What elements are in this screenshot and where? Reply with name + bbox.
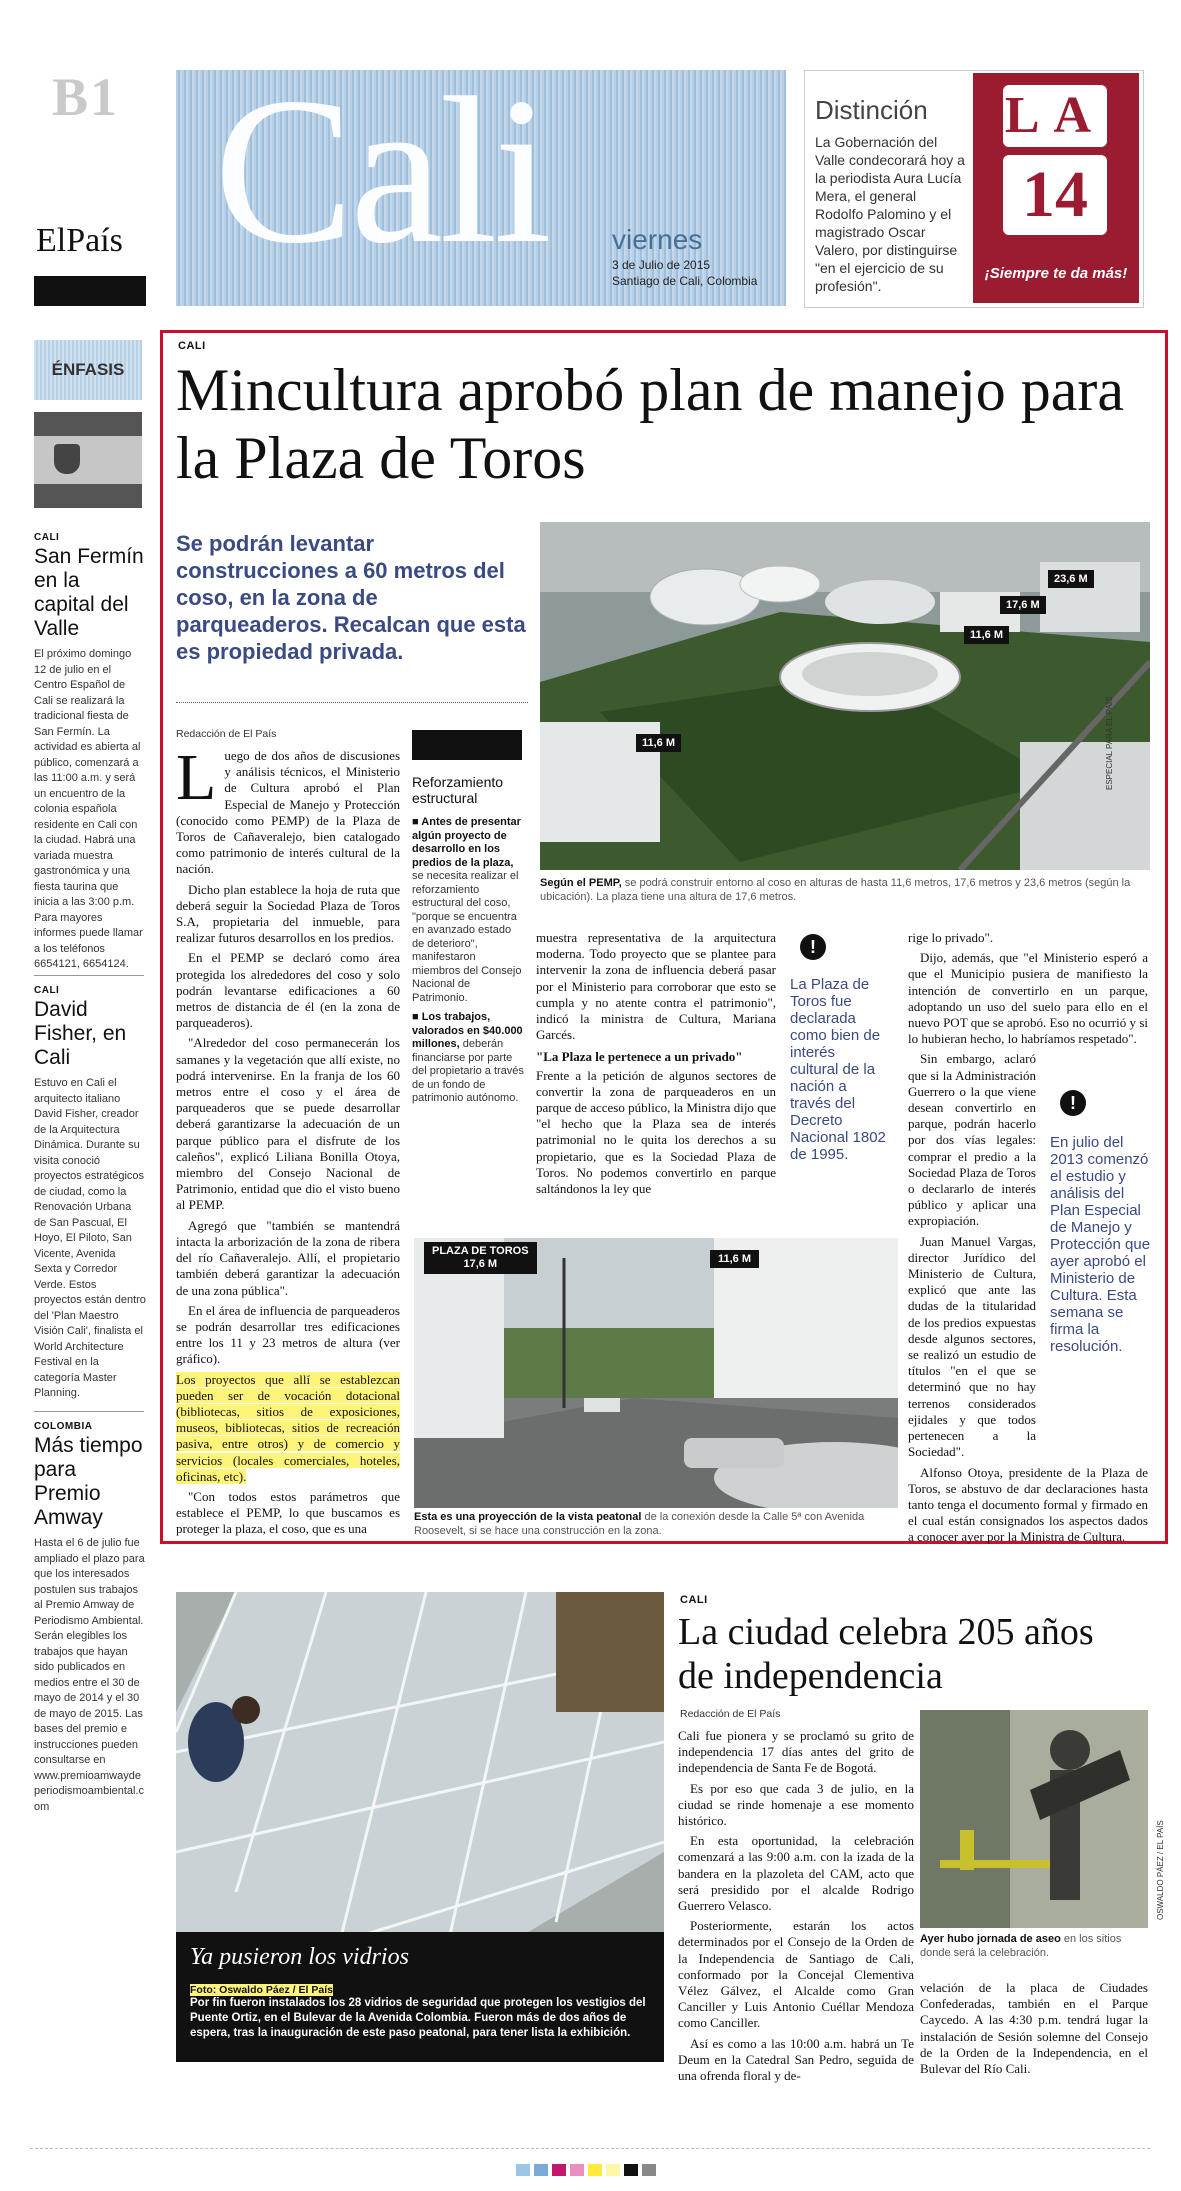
infobox-bullet-lead: ■ Los trabajos, valorados en $40.000 millones, xyxy=(412,1011,523,1050)
flag-stripe-bottom xyxy=(34,484,142,508)
bottom-rule xyxy=(30,2148,1150,2150)
aerial-render-image xyxy=(540,522,1150,870)
second-column-2 xyxy=(920,1980,1148,2081)
sidebar-text: El próximo domingo 12 de julio en el Centro Español de Cali se realizará la tradicional fiesta de San Fermín. La actividad es abierta al público, comenzará a las 11:00 a.m. y será un encuentro de la colonia española residente en Cali con la ciudad. Habrá una variada muestra gastronómica y una fiesta taurina que inicia a las 3:00 p.m. Para mayores informes puede llamar a los teléfonos 6654121, 6654124. xyxy=(34,648,143,970)
lead-paragraph: "Con todos estos parámetros que establece el PEMP, lo que buscamos es proteger la plaza, el coso, que es una xyxy=(176,1488,400,1537)
lead-paragraph: Juan Manuel Vargas, director Jurídico del Ministerio de Cultura, explicó que ante las dudas de la titularidad de los predios expuestas desde algunos sectores, se realizó un estudio de títulos "en el que se determinó que no hay terrenos considerados ejidales y que todos pertenecen a la Sociedad". xyxy=(908,1233,1036,1460)
lead-paragraph: En el área de influencia de parqueaderos se podrán desarrollar tres edificaciones entre los 11 y 23 metros de altura (ver gráfico). xyxy=(176,1302,400,1367)
subhead: "La Plaza le pertenece a un privado" xyxy=(536,1049,743,1065)
flag-stripe-top xyxy=(34,412,142,436)
sidebar-text: Hasta el 6 de julio fue ampliado el plazo para que los interesados postulen sus trabajos al Premio Amway de Periodismo Ambiental. Serán elegibles los trabajos que hayan sido publicados en medios entre el 30 de mayo de 2014 y el 30 de mayo de 2015. Las bases del premio e instrucciones pueden consultarse en www.premioamwaydeperiodismoambiental.com xyxy=(34,1537,145,1813)
weekday: viernes xyxy=(612,224,703,255)
street-view-caption xyxy=(414,1510,894,1538)
promo-title: Distinción xyxy=(815,95,928,125)
la14-logo-number-box xyxy=(1003,155,1107,235)
lead-column-3 xyxy=(536,930,776,1201)
spain-flag xyxy=(34,412,142,508)
lead-kicker: CALI xyxy=(178,340,206,352)
sidebar-title: San Fermín en la capital del Valle xyxy=(34,545,144,640)
infobox-title: Reforzamiento estructural xyxy=(412,774,504,806)
city-title: Cali xyxy=(214,55,548,287)
lead-paragraph: muestra representativa de la arquitectura moderna. Todo proyecto que se plantee para intervenir la zona de influencia deberá pasar por el Ministerio para corroborar que esto se cumpla y no atente contra el patrimonio", indicó la ministra de Cultura, Mariana Garcés. xyxy=(536,930,776,1043)
cleanup-photo xyxy=(920,1710,1148,1928)
enfasis-box xyxy=(34,340,142,400)
reg-swatch xyxy=(606,2164,620,2176)
street-label-plaza-name: PLAZA DE TOROS xyxy=(432,1245,529,1257)
sidebar-kicker: CALI xyxy=(34,532,60,543)
dropcap: L xyxy=(176,741,217,814)
la14-logo-letters: LA xyxy=(1004,87,1106,144)
second-headline: La ciudad celebra 205 años de independencia xyxy=(678,1611,1094,1697)
infobox-black-bar xyxy=(412,730,522,760)
second-paragraph: Así es como a las 10:00 a.m. habrá un Te Deum en la Catedral San Pedro, seguida de una ofrenda floral y de- xyxy=(678,2035,914,2084)
lead-deck: Se podrán levantar construcciones a 60 metros del coso, en la zona de parqueaderos. Recalcan que esta es propiedad privada. xyxy=(176,531,526,664)
lead-paragraph: Agregó que "también se mantendrá intacta la arborización de la zona de ribera del río Cañaveralejo. Allí, el propietario también deberá garantizar la adecuación de una zona pública". xyxy=(176,1217,400,1298)
sidebar-divider xyxy=(34,1411,144,1412)
sidebar-divider xyxy=(34,975,144,976)
coat-of-arms-icon xyxy=(54,444,80,474)
second-paragraph: Cali fue pionera y se proclamó su grito de independencia 17 días antes del grito de independencia de Santa Fe de Bogotá. xyxy=(678,1728,914,1776)
color-registration-bar xyxy=(516,2164,676,2176)
second-paragraph: En esta oportunidad, la celebración comenzará a las 9:00 a.m. con la izada de la bandera en la plazoleta del CAM, acto que será presidido por el alcalde Rodrigo Guerrero Velasco. xyxy=(678,1833,914,1914)
cleanup-photo-svg xyxy=(920,1710,1148,1928)
enfasis-label: ÉNFASIS xyxy=(51,360,125,379)
highlighted-paragraph: Los proyectos que allí se establezcan pueden ser de vocación dotacional (bibliotecas, sitios de exposiciones, museos, bibliotecas, sitios de recreación pasiva, entre otros) y de comercio y servicios (locales comerciales, hoteles, oficinas, etc). xyxy=(176,1371,400,1484)
height-label: 11,6 M xyxy=(636,734,681,752)
height-label: 11,6 M xyxy=(964,626,1009,644)
paper-name: ElPaís xyxy=(36,222,123,259)
place: Santiago de Cali, Colombia xyxy=(612,274,758,288)
reg-swatch xyxy=(570,2164,584,2176)
sidebar-kicker: CALI xyxy=(34,985,60,996)
fact-box-1: La Plaza de Toros fue declarada como bien de interés cultural de la nación a través del Decreto Nacional 1802 de 1995. xyxy=(790,976,886,1163)
date: 3 de Julio de 2015 xyxy=(612,258,711,272)
second-kicker: CALI xyxy=(680,1594,708,1606)
street-view-svg xyxy=(414,1238,898,1508)
reg-swatch xyxy=(534,2164,548,2176)
street-label-height: 11,6 M xyxy=(710,1250,759,1268)
masthead-black-bar xyxy=(34,276,146,306)
lead-headline: Mincultura aprobó plan de manejo para la Plaza de Toros xyxy=(176,357,1124,491)
sidebar-item-1 xyxy=(34,532,146,973)
infobox-bullet-text: se necesita realizar el reforzamiento estructural del coso, "porque se encuentra en avanzado estado de deterioro", manifestaron miembros del Consejo Nacional de Patrimonio. xyxy=(412,870,522,1004)
sidebar-item-3 xyxy=(34,1421,146,1815)
exclamation-icon: ! xyxy=(800,934,826,960)
reg-swatch xyxy=(624,2164,638,2176)
aerial-photo-credit: ESPECIAL PARA EL PAÍS xyxy=(1105,696,1114,790)
street-label-plaza-height: 17,6 M xyxy=(463,1258,498,1270)
sidebar-item-2 xyxy=(34,985,146,1402)
la14-logo-number: 14 xyxy=(1022,158,1088,231)
cleanup-caption xyxy=(920,1932,1148,1960)
street-caption-bold: Esta es una proyección de la vista peatonal xyxy=(414,1511,642,1523)
reg-swatch xyxy=(642,2164,656,2176)
lead-paragraph: En el PEMP se declaró como área protegida los alrededores del coso y solo podrán levantarse edificaciones a 60 metros de distancia de él (en la zona de parqueaderos). xyxy=(176,950,400,1031)
masthead-banner xyxy=(176,55,786,306)
second-column-1 xyxy=(678,1728,914,2088)
cleanup-photo-credit: OSWALDO PÁEZ / EL PAÍS xyxy=(1156,1820,1165,1920)
street-caption-text: de la conexión desde la Calle 5ª con Avenida Roosevelt, si se hace una construcción en la zona. xyxy=(414,1511,865,1537)
reg-swatch xyxy=(516,2164,530,2176)
aerial-caption-text: se podrá construir entorno al coso en alturas de hasta 11,6 metros, 17,6 metros y 23,6 metros (según la ubicación). La plaza tiene una altura de 17,6 metros. xyxy=(540,877,1131,903)
second-paragraph: Posteriormente, estarán los actos determinados por el Consejo de la Orden de la Independencia de Santiago de Cali, conformado por la Concejal Clementiva Vélez Gálvez, el Alcalde como Gran Canciller y Luis Antonio Cuéllar Mendoza como Canciller. xyxy=(678,1918,914,2031)
la14-slogan: ¡Siempre te da más! xyxy=(984,265,1128,282)
lead-paragraph: Dicho plan establece la hoja de ruta que deberá seguir la Sociedad Plaza de Toros S.A, propietaria del inmueble, para realizar futuros desarrollos en los predios. xyxy=(176,881,400,946)
aerial-caption xyxy=(540,876,1150,904)
aerial-caption-bold: Según el PEMP, xyxy=(540,877,622,889)
street-view-image xyxy=(414,1238,898,1508)
promo-box xyxy=(804,70,1144,308)
exclamation-icon: ! xyxy=(1060,1090,1086,1116)
lead-paragraph: rige lo privado". xyxy=(908,930,994,945)
la14-logo-top xyxy=(1003,85,1107,147)
sidebar-title: David Fisher, en Cali xyxy=(34,998,127,1069)
deck-rule xyxy=(176,702,528,704)
street-label-plaza xyxy=(424,1242,537,1274)
infobox xyxy=(412,774,526,1106)
reg-swatch xyxy=(552,2164,566,2176)
photo-story-caption-box xyxy=(176,1932,664,2062)
lead-paragraph: "Alrededor del coso permanecerán los samanes y la vegetación que allí existe, no podrá intervenirse. En la franja de los 60 metros entre el coso y el área de parqueaderos que se puede desarrollar deberá garantizarse la adecuación de un parque público para el disfrute de los caleños", explicó Liliana Bonilla Otoya, miembro del Consejo Nacional de Patrimonio, entidad que dio el visto bueno al PEMP. xyxy=(176,1035,400,1213)
sidebar-title: Más tiempo para Premio Amway xyxy=(34,1434,143,1529)
la14-logo[interactable] xyxy=(973,73,1139,303)
height-label: 17,6 M xyxy=(1000,596,1046,614)
infobox-bullet-lead: ■ Antes de presentar algún proyecto de desarrollo en los predios de la plaza, xyxy=(412,816,521,869)
reg-swatch xyxy=(588,2164,602,2176)
sidebar-text: Estuvo en Cali el arquitecto italiano David Fisher, creador de la Arquitectura Dinámica. Durante su visita conoció proyectos estratégicos de ciudad, como la Renovación Urbana de San Pascual, El Hoyo, El Piloto, San Vicente, Avenida Sexta y Corredor Verde. Estos proyectos están dentro del 'Plan Maestro Visión Cali', finalista el World Architecture Festival en la categoría Master Planning. xyxy=(34,1077,146,1399)
lead-paragraph: Alfonso Otoya, presidente de la Plaza de Toros, se abstuvo de dar declaraciones hasta tanto tenga el documento formal y firmado en el cual están consignados los aspectos dados a conocer ayer por la Ministra de Cultura. xyxy=(908,1464,1148,1545)
second-byline: Redacción de El País xyxy=(680,1708,781,1720)
photo-story-text: Por fin fueron instalados los 28 vidrios de seguridad que protegen los vestigios del Puente Ortiz, en el Bulevar de la Avenida Colombia. Fueron más de dos años de espera, tras la inauguración de este paso peatonal, para tener lista la exhibición. xyxy=(190,1997,646,2039)
photo-story-title: Ya pusieron los vidrios xyxy=(190,1944,409,1970)
height-label: 23,6 M xyxy=(1048,570,1094,588)
photo-story-credit-text: Foto: Oswaldo Páez / El País xyxy=(190,1984,333,1996)
promo-text: La Gobernación del Valle condecorará hoy a la periodista Aura Lucía Mera, el general Rodolfo Palomino y el magistrado Oscar Valero, por distinguirse "en el ejercicio de su profesión". xyxy=(815,134,965,294)
fact-box-2: En julio del 2013 comenzó el estudio y análisis del Plan Especial de Manejo y Protección que ayer aprobó el Ministerio de Cultura. Esta semana se firma la resolución. xyxy=(1050,1134,1151,1355)
lead-column-1 xyxy=(176,741,400,1542)
cleanup-caption-bold: Ayer hubo jornada de aseo xyxy=(920,1933,1061,1945)
lead-paragraph: Dijo, además, que "el Ministerio esperó a que el Municipio pusiera de manifiesto la intención de convertirlo en un parque, adoptando un uso del suelo para ello en el nuevo POT que se aprobó. Eso no ocurrió y si lo hubieran hecho, lo habríamos respetado". xyxy=(908,950,1148,1047)
section-code: B1 xyxy=(52,67,120,127)
flag-stripe-mid xyxy=(34,436,142,484)
infobox-bullet-text: deberán financiarse por parte del propietario a través de un fondo de patrimonio autónomo. xyxy=(412,1038,524,1104)
second-paragraph: Es por eso que cada 3 de julio, en la ciudad se rinde homenaje a ese momento histórico. xyxy=(678,1780,914,1829)
lead-paragraph: Sin embargo, aclaró que si la Administración Guerrero o la que viene desean convertirlo en parque, podrán hacerlo por dos vías legales: comprar el predio a la Sociedad Plaza de Toros o declararlo de interés público y aplicar una expropiación. xyxy=(908,1051,1036,1229)
second-paragraph: velación de la placa de Ciudades Confederadas, también en el Parque Caycedo. A las 4:30 p.m. tendrá lugar la instalación de Sesión solemne del Consejo de la Orden de la Independencia, en el Bulevar del Río Cali. xyxy=(920,1980,1148,2077)
sidebar-kicker: COLOMBIA xyxy=(34,1421,93,1432)
lead-paragraph: Frente a la petición de algunos sectores de convertir la zona de parqueaderos en un parque de acceso público, la Ministra dijo que "el hecho que la Plaza sea de interés patrimonial no le quita los derechos a su propietario, que es la Sociedad Plaza de Toros. No podemos convertirlo en parque saltándonos la ley que xyxy=(536,1067,776,1197)
cleanup-caption-text: en los sitios donde será la celebración. xyxy=(920,1933,1122,1959)
lead-paragraph: uego de dos años de discusiones y análisis técnicos, el Ministerio de Cultura aprobó el Plan Especial de Manejo y Protección (conocido como PEMP) de la Plaza de Toros de Cañaveralejo, bien catalogado como patrimonio de interés cultural de la nación. xyxy=(176,748,400,877)
lead-byline: Redacción de El País xyxy=(176,728,277,740)
